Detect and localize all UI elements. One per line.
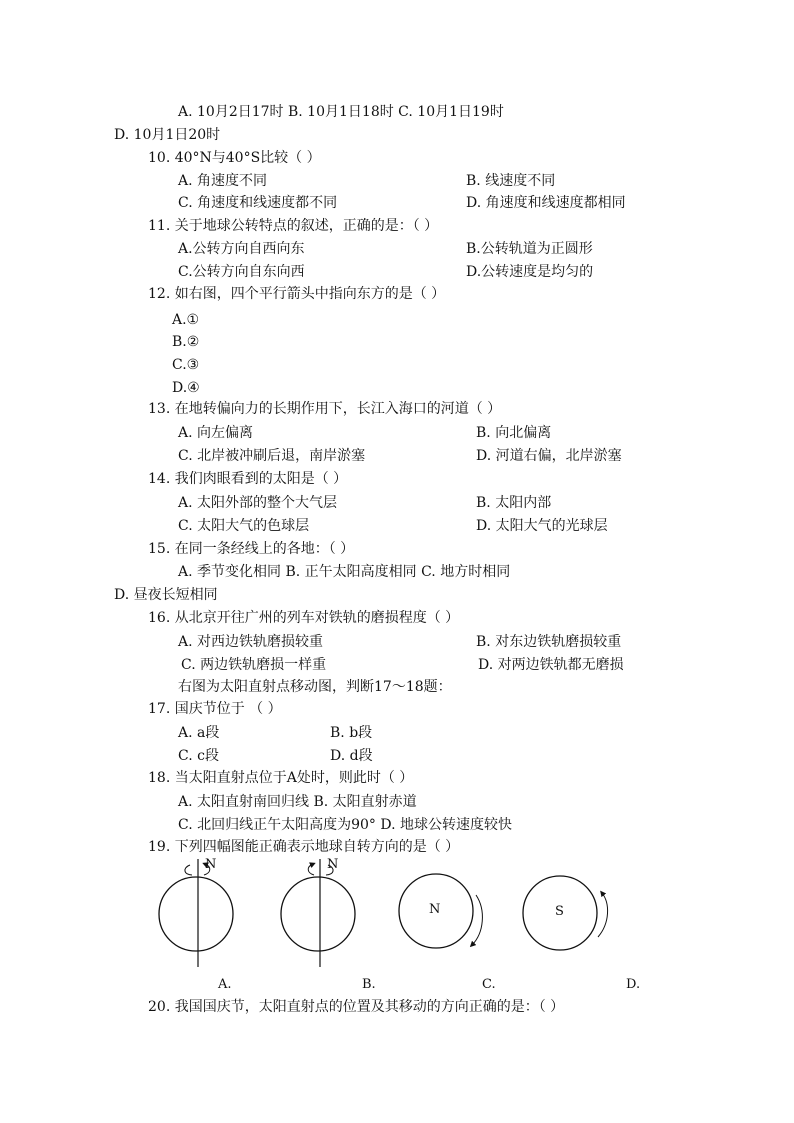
q16-stem: 16. 从北京开往广州的列车对铁轨的磨损程度（ ） — [148, 610, 460, 626]
q15-option-d: D. 昼夜长短相同 — [114, 587, 218, 603]
globe-d-caption: D. — [626, 977, 641, 992]
q18-options-cd: C. 北回归线正午太阳高度为90° D. 地球公转速度较快 — [178, 817, 513, 833]
q17-stem: 17. 国庆节位于 （ ） — [148, 701, 282, 717]
q10-stem: 10. 40°N与40°S比较（ ） — [148, 150, 321, 166]
q16-option-b: B. 对东边铁轨磨损较重 — [476, 634, 622, 650]
globe-a-caption: A. — [218, 977, 232, 992]
q14-option-b: B. 太阳内部 — [476, 495, 552, 511]
q11-option-d: D.公转速度是均匀的 — [466, 264, 594, 280]
q17-option-a: A. a段 — [178, 725, 220, 741]
q10-option-a: A. 角速度不同 — [178, 173, 268, 189]
q12-option-d: D.④ — [172, 380, 200, 396]
q16-option-c: C. 两边铁轨磨损一样重 — [181, 657, 327, 673]
q9-options-abc: A. 10月2日17时 B. 10月1日18时 C. 10月1日19时 — [178, 104, 504, 120]
q13-stem: 13. 在地转偏向力的长期作用下，长江入海口的河道（ ） — [148, 401, 502, 417]
q19-stem: 19. 下列四幅图能正确表示地球自转方向的是（ ） — [148, 839, 460, 855]
globe-b — [281, 859, 355, 967]
globe-d-south-label: S — [555, 904, 564, 919]
q19-figure — [150, 855, 650, 975]
q14-option-c: C. 太阳大气的色球层 — [178, 518, 310, 534]
q10-option-b: B. 线速度不同 — [466, 173, 556, 189]
q10-option-c: C. 角速度和线速度都不同 — [178, 195, 338, 211]
q16-option-a: A. 对西边铁轨磨损较重 — [178, 634, 324, 650]
globe-c-north-label: N — [429, 902, 441, 917]
globe-c-caption: C. — [482, 977, 496, 992]
q18-options-ab: A. 太阳直射南回归线 B. 太阳直射赤道 — [178, 794, 417, 810]
q13-option-b: B. 向北偏离 — [476, 425, 552, 441]
q12-option-b: B.② — [172, 334, 200, 350]
q11-option-b: B.公转轨道为正圆形 — [466, 241, 593, 257]
q17-option-c: C. c段 — [178, 748, 219, 764]
q13-option-c: C. 北岸被冲刷后退，南岸淤塞 — [178, 448, 366, 464]
q14-option-a: A. 太阳外部的整个大气层 — [178, 495, 338, 511]
q12-option-a: A.① — [172, 312, 200, 328]
q11-option-a: A.公转方向自西向东 — [178, 241, 305, 257]
q12-option-c: C.③ — [172, 357, 200, 373]
globe-a-north-label: N — [205, 857, 217, 872]
globe-d — [523, 876, 608, 950]
globe-c — [399, 874, 482, 948]
globe-a — [159, 859, 233, 967]
q18-stem: 18. 当太阳直射点位于A处时，则此时（ ） — [148, 770, 414, 786]
q12-stem: 12. 如右图，四个平行箭头中指向东方的是（ ） — [148, 286, 446, 302]
q17-option-d: D. d段 — [330, 748, 373, 764]
q15-stem: 15. 在同一条经线上的各地：（ ） — [148, 541, 355, 557]
globe-b-caption: B. — [362, 977, 376, 992]
q11-option-c: C.公转方向自东向西 — [178, 264, 305, 280]
q13-option-d: D. 河道右偏，北岸淤塞 — [476, 448, 622, 464]
q20-stem: 20. 我国国庆节，太阳直射点的位置及其移动的方向正确的是：（ ） — [148, 999, 565, 1015]
q9-option-d: D. 10月1日20时 — [114, 127, 221, 143]
q11-stem: 11. 关于地球公转特点的叙述，正确的是：（ ） — [148, 218, 439, 234]
q15-options-abc: A. 季节变化相同 B. 正午太阳高度相同 C. 地方时相同 — [178, 564, 511, 580]
q14-option-d: D. 太阳大气的光球层 — [476, 518, 608, 534]
q17-18-intro: 右图为太阳直射点移动图，判断17～18题： — [178, 679, 452, 695]
globe-b-north-label: N — [327, 857, 339, 872]
q14-stem: 14. 我们肉眼看到的太阳是（ ） — [148, 471, 348, 487]
q16-option-d: D. 对两边铁轨都无磨损 — [478, 657, 624, 673]
q17-option-b: B. b段 — [330, 725, 373, 741]
q13-option-a: A. 向左偏离 — [178, 425, 254, 441]
q10-option-d: D. 角速度和线速度都相同 — [466, 195, 626, 211]
